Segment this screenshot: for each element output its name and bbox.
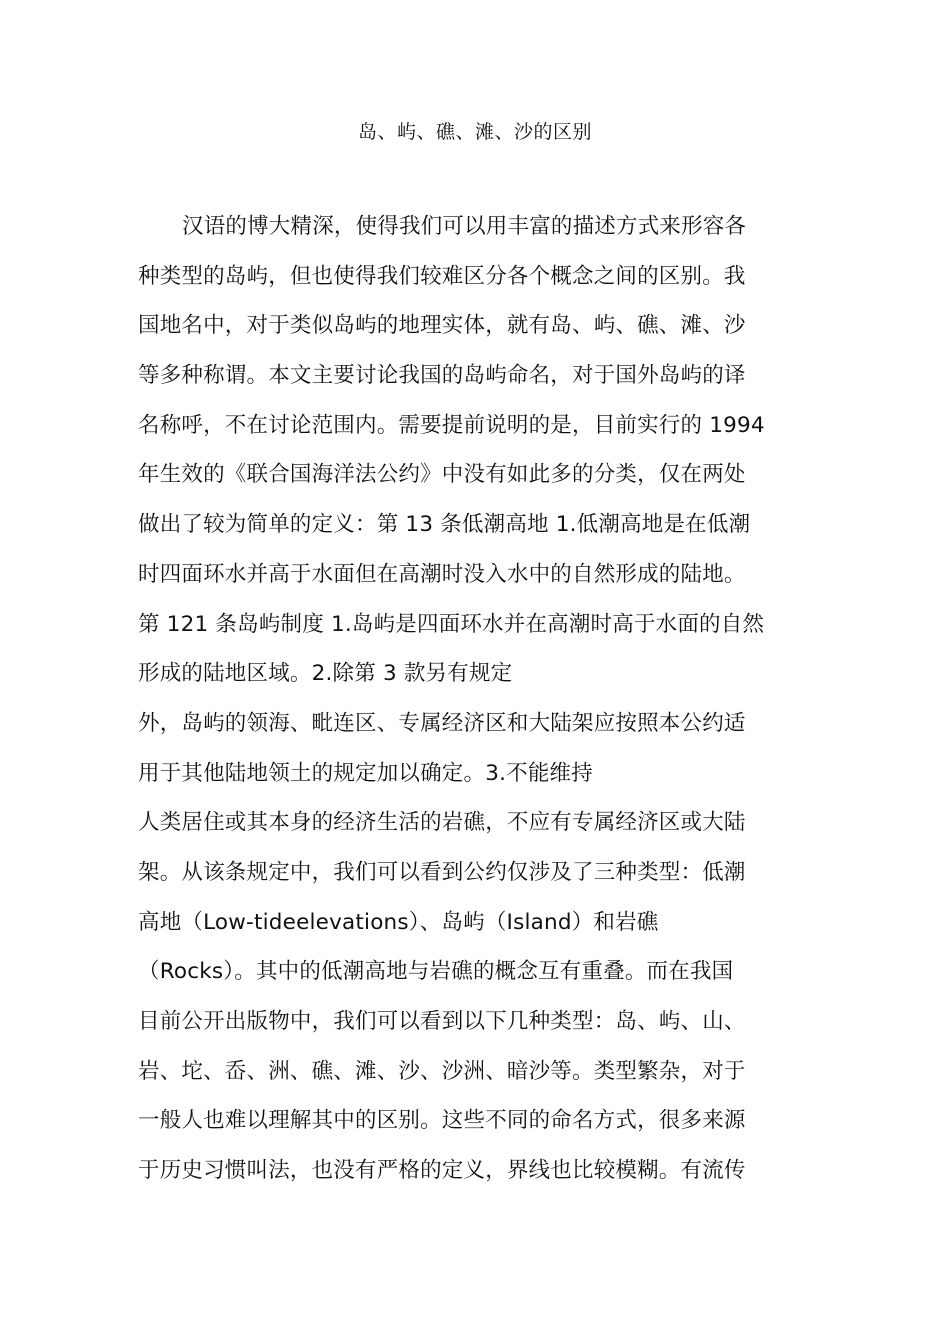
paragraph-line: 一般人也难以理解其中的区别。这些不同的命名方式，很多来源 [138, 1108, 746, 1134]
paragraph-line: 年生效的《联合国海洋法公约》中没有如此多的分类，仅在两处 [138, 462, 746, 488]
paragraph-line: 汉语的博大精深，使得我们可以用丰富的描述方式来形容各 [182, 214, 747, 239]
paragraph-line: 做出了较为简单的定义：第 13 条低潮高地 1.低潮高地是在低潮 [138, 512, 751, 538]
paragraph-line: 国地名中，对于类似岛屿的地理实体，就有岛、屿、礁、滩、沙 [138, 313, 746, 339]
paragraph-line: 架。从该条规定中，我们可以看到公约仅涉及了三种类型：低潮 [138, 859, 746, 885]
paragraph-line: （Rocks）。其中的低潮高地与岩礁的概念互有重叠。而在我国 [138, 959, 734, 985]
paragraph-line: 种类型的岛屿，但也使得我们较难区分各个概念之间的区别。我 [138, 263, 746, 289]
document-title: 岛、屿、礁、滩、沙的区别 [357, 121, 592, 143]
paragraph-line: 岩、坨、岙、洲、礁、滩、沙、沙洲、暗沙等。类型繁杂，对于 [138, 1058, 746, 1084]
paragraph-line: 目前公开出版物中，我们可以看到以下几种类型：岛、屿、山、 [138, 1009, 746, 1034]
paragraph-line: 人类居住或其本身的经济生活的岩礁，不应有专属经济区或大陆 [138, 810, 746, 836]
document-body [138, 202, 818, 1196]
paragraph-line: 名称呼，不在讨论范围内。需要提前说明的是，目前实行的 1994 [138, 412, 765, 438]
paragraph-line: 时四面环水并高于水面但在高潮时没入水中的自然形成的陆地。 [138, 561, 746, 587]
paragraph-line: 高地（Low-tideelevations）、岛屿（Island）和岩礁 [138, 909, 659, 935]
paragraph-line: 等多种称谓。本文主要讨论我国的岛屿命名，对于国外岛屿的译 [138, 363, 746, 389]
paragraph-line: 用于其他陆地领土的规定加以确定。3.不能维持 [138, 760, 593, 786]
paragraph-line: 外，岛屿的领海、毗连区、专属经济区和大陆架应按照本公约适 [138, 710, 746, 736]
paragraph-line: 形成的陆地区域。2.除第 3 款另有规定 [138, 661, 513, 687]
paragraph-line: 于历史习惯叫法，也没有严格的定义，界线也比较模糊。有流传 [138, 1158, 746, 1184]
paragraph-line: 第 121 条岛屿制度 1.岛屿是四面环水并在高潮时高于水面的自然 [138, 611, 765, 637]
